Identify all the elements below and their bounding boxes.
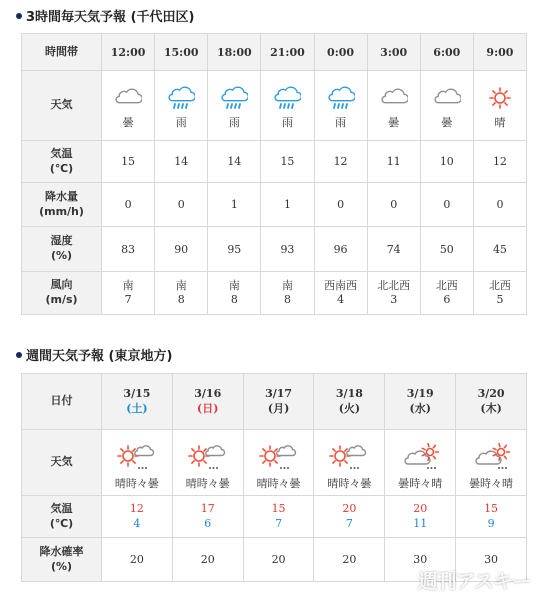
date-label: 3/15 — [123, 387, 151, 400]
precipitation-cell: 1 — [261, 183, 314, 227]
temperature-cell: 10 — [420, 141, 473, 183]
precipitation-cell: 0 — [102, 183, 155, 227]
sun-then-cloud-icon — [259, 443, 299, 471]
temperature-cell: 14 — [208, 141, 261, 183]
weather-cell — [420, 71, 473, 141]
row-label-precipitation: 降水量 (mm/h) — [22, 183, 102, 227]
wind-cell — [367, 272, 420, 315]
cloud-icon — [433, 86, 461, 110]
rain-probability-cell: 30 — [385, 538, 456, 582]
day-header — [172, 374, 243, 430]
wind-direction: 南 — [122, 279, 134, 293]
weather-label: 曇時々晴 — [398, 476, 443, 490]
hourly-forecast-table — [21, 33, 527, 315]
row-label-rain-probability: 降水確率 (%) — [22, 538, 102, 582]
temperature-cell — [456, 496, 527, 538]
wind-direction: 南 — [228, 279, 240, 293]
row-label-wind: 風向 (m/s) — [22, 272, 102, 315]
temperature-cell — [172, 496, 243, 538]
row-label-temperature: 気温 (℃) — [22, 496, 102, 538]
temperature-cell — [102, 496, 173, 538]
wind-direction: 西南西 — [324, 279, 358, 293]
rain-icon — [167, 86, 195, 110]
wind-speed: 8 — [177, 293, 185, 306]
date-label: 3/19 — [406, 387, 434, 400]
rain-probability-cell: 20 — [172, 538, 243, 582]
weather-cell — [102, 71, 155, 141]
rain-probability-cell: 30 — [456, 538, 527, 582]
low-temp: 9 — [487, 516, 495, 530]
rain-probability-cell: 20 — [314, 538, 385, 582]
date-label: 3/17 — [265, 387, 293, 400]
weather-cell — [243, 430, 314, 496]
wind-cell — [261, 272, 314, 315]
temperature-cell: 15 — [102, 141, 155, 183]
high-temp: 20 — [342, 502, 357, 516]
high-temp: 17 — [200, 502, 215, 516]
cloud-icon — [380, 86, 408, 110]
temperature-cell: 15 — [261, 141, 314, 183]
weather-label: 曇時々晴 — [469, 476, 514, 490]
temperature-cell — [385, 496, 456, 538]
weather-label: 晴時々曇 — [114, 476, 159, 490]
cloud-then-sun-icon — [400, 443, 440, 471]
weather-label: 雨 — [175, 115, 187, 129]
date-label: 3/20 — [477, 387, 505, 400]
weather-cell — [102, 430, 173, 496]
temperature-cell: 12 — [473, 141, 526, 183]
wind-speed: 4 — [337, 293, 345, 306]
rain-probability-cell: 20 — [102, 538, 173, 582]
humidity-cell: 95 — [208, 227, 261, 272]
low-temp: 11 — [413, 516, 428, 530]
temperature-cell — [314, 496, 385, 538]
time-slot-header: 6:00 — [420, 34, 473, 71]
rain-icon — [327, 86, 355, 110]
temperature-cell — [243, 496, 314, 538]
weather-label: 曇 — [388, 115, 400, 129]
day-header — [456, 374, 527, 430]
weather-label: 晴時々曇 — [327, 476, 372, 490]
wind-speed: 8 — [283, 293, 291, 306]
low-temp: 7 — [275, 516, 283, 530]
time-slot-header: 12:00 — [102, 34, 155, 71]
humidity-cell: 45 — [473, 227, 526, 272]
weather-label: 晴時々曇 — [185, 476, 230, 490]
humidity-cell: 74 — [367, 227, 420, 272]
day-of-week-label: (日) — [197, 402, 219, 415]
high-temp: 12 — [129, 502, 144, 516]
row-label-humidity: 湿度 (%) — [22, 227, 102, 272]
time-slot-header: 18:00 — [208, 34, 261, 71]
wind-speed: 6 — [443, 293, 451, 306]
day-of-week-label: (月) — [267, 402, 290, 415]
wind-cell — [473, 272, 526, 315]
humidity-cell: 93 — [261, 227, 314, 272]
rain-probability-cell: 20 — [243, 538, 314, 582]
day-of-week-label: (土) — [126, 402, 148, 415]
row-label-weather: 天気 — [22, 430, 102, 496]
temperature-cell: 11 — [367, 141, 420, 183]
weather-cell — [261, 71, 314, 141]
wind-speed: 8 — [230, 293, 238, 306]
temperature-cell: 12 — [314, 141, 367, 183]
weather-cell — [385, 430, 456, 496]
wind-direction: 北北西 — [377, 279, 411, 293]
temperature-cell: 14 — [155, 141, 208, 183]
row-label-weather: 天気 — [22, 71, 102, 141]
wind-cell — [155, 272, 208, 315]
wind-cell — [102, 272, 155, 315]
sun-then-cloud-icon — [188, 443, 228, 471]
wind-direction: 北西 — [435, 279, 458, 293]
precipitation-cell: 0 — [314, 183, 367, 227]
weather-label: 曇 — [441, 115, 453, 129]
rain-icon — [273, 86, 301, 110]
hourly-section-title — [16, 6, 194, 25]
weather-cell — [456, 430, 527, 496]
day-header — [243, 374, 314, 430]
day-of-week-label: (水) — [409, 402, 431, 415]
hourly-title-text: 3時間毎天気予報 (千代田区) — [26, 10, 195, 25]
sun-then-cloud-icon — [117, 443, 157, 471]
wind-cell — [314, 272, 367, 315]
time-slot-header: 3:00 — [367, 34, 420, 71]
day-header — [385, 374, 456, 430]
weather-cell — [172, 430, 243, 496]
wind-cell — [208, 272, 261, 315]
cloud-icon — [114, 86, 142, 110]
weather-cell — [314, 71, 367, 141]
row-label-time-band: 時間帯 — [22, 34, 102, 71]
wind-cell — [420, 272, 473, 315]
weather-label: 雨 — [335, 115, 347, 129]
weather-label: 晴時々曇 — [256, 476, 301, 490]
weather-label: 雨 — [228, 115, 240, 129]
rain-icon — [220, 86, 248, 110]
weather-cell — [155, 71, 208, 141]
wind-direction: 南 — [281, 279, 293, 293]
wind-speed: 3 — [390, 293, 398, 306]
weather-cell — [314, 430, 385, 496]
precipitation-cell: 0 — [420, 183, 473, 227]
weather-cell — [208, 71, 261, 141]
humidity-cell: 83 — [102, 227, 155, 272]
low-temp: 7 — [345, 516, 353, 530]
low-temp: 4 — [133, 516, 141, 530]
low-temp: 6 — [204, 516, 212, 530]
cloud-then-sun-icon — [471, 443, 511, 471]
weather-label: 曇 — [122, 115, 134, 129]
bullet-icon — [16, 13, 22, 19]
weekly-title-text: 週間天気予報 (東京地方) — [26, 349, 173, 364]
wind-speed: 5 — [496, 293, 504, 306]
day-of-week-label: (火) — [338, 402, 361, 415]
precipitation-cell: 0 — [473, 183, 526, 227]
sun-icon — [486, 86, 514, 110]
precipitation-cell: 0 — [367, 183, 420, 227]
humidity-cell: 96 — [314, 227, 367, 272]
row-label-temperature: 気温 (℃) — [22, 141, 102, 183]
date-label: 3/16 — [194, 387, 222, 400]
precipitation-cell: 1 — [208, 183, 261, 227]
humidity-cell: 50 — [420, 227, 473, 272]
day-header — [102, 374, 173, 430]
wind-direction: 南 — [175, 279, 187, 293]
bullet-icon — [16, 352, 22, 358]
time-slot-header: 21:00 — [261, 34, 314, 71]
day-of-week-label: (木) — [480, 402, 502, 415]
day-header — [314, 374, 385, 430]
wind-speed: 7 — [124, 293, 132, 306]
weather-cell — [367, 71, 420, 141]
high-temp: 15 — [271, 502, 286, 516]
time-slot-header: 15:00 — [155, 34, 208, 71]
sun-then-cloud-icon — [329, 443, 369, 471]
weather-cell — [473, 71, 526, 141]
weekly-section-title — [16, 345, 172, 364]
date-label: 3/18 — [335, 387, 363, 400]
row-label-date: 日付 — [22, 374, 102, 430]
time-slot-header: 0:00 — [314, 34, 367, 71]
time-slot-header: 9:00 — [473, 34, 526, 71]
weather-label: 晴 — [494, 115, 506, 129]
weather-label: 雨 — [281, 115, 293, 129]
high-temp: 15 — [484, 502, 499, 516]
humidity-cell: 90 — [155, 227, 208, 272]
precipitation-cell: 0 — [155, 183, 208, 227]
high-temp: 20 — [413, 502, 428, 516]
wind-direction: 北西 — [488, 279, 511, 293]
watermark-logo: 週刊アスキー — [417, 569, 531, 593]
weekly-forecast-table — [21, 373, 527, 582]
